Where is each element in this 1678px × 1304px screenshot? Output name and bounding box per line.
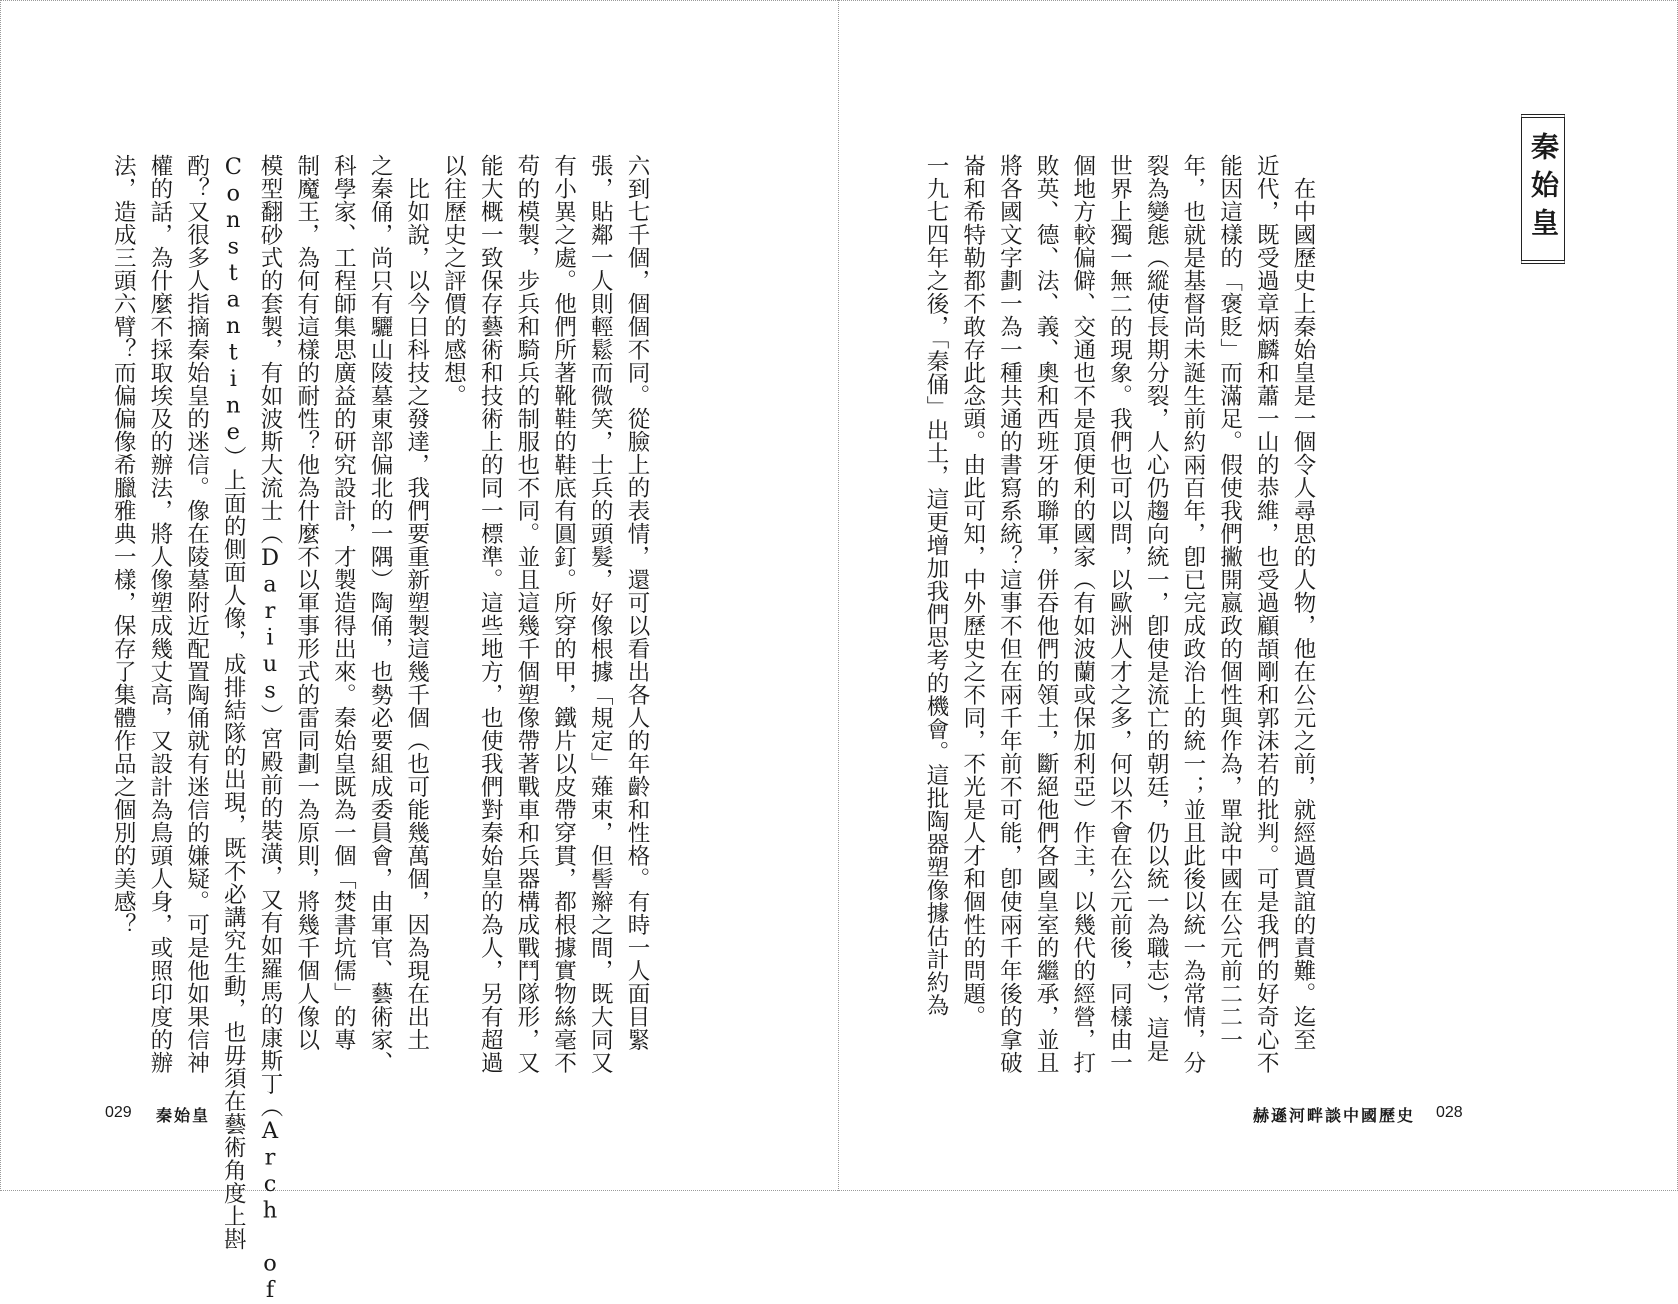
left-text-column: 權的話，為什麼不採取埃及的辦法，將人像塑成幾丈高，又設計為鳥頭人身，或照印度的辦: [146, 154, 173, 1074]
left-running-head: 秦始皇: [156, 1106, 211, 1125]
left-text-column: 六到七千個，個個不同。從臉上的表情，還可以看出各人的年齡和性格。有時一人面目緊: [624, 154, 650, 1051]
left-text-column: 有小異之處。他們所著靴鞋的鞋底有圓釘。所穿的甲，鐵片以皮帶穿貫，都根據實物絲毫不: [550, 154, 577, 1074]
right-text-column: 世界上獨一無二的現象。我們也可以問，以歐洲人才之多，何以不會在公元前後，同樣由一: [1106, 154, 1133, 1074]
right-text-column: 近代，既受過章炳麟和蕭一山的恭維，也受過顧頡剛和郭沫若的批判。可是我們的好奇心不: [1253, 154, 1280, 1074]
left-text-column: 酌？又很多人指摘秦始皇的迷信。像在陵墓附近配置陶俑就有迷信的嫌疑。可是他如果信神: [183, 154, 210, 1074]
left-text-column: Constantine）上面的側面人像，成排結隊的出現，既不必講究生動，也毋須在藝術角度上斟: [220, 154, 247, 1251]
chapter-title-box: [1521, 114, 1565, 264]
right-text-column: 敗英、德、法、義、奧和西班牙的聯軍，併吞他們的領土，斷絕他們各國皇室的繼承，並且: [1033, 154, 1060, 1074]
left-text-column: 能大概一致保存藝術和技術上的同一標準。這些地方，也使我們對秦始皇的為人，另有超過: [477, 154, 504, 1074]
right-text-column: 崙和希特勒都不敢存此念頭。由此可知，中外歷史之不同，不光是人才和個性的問題。: [959, 154, 986, 1028]
left-text-column: 以往歷史之評價的感想。: [440, 154, 467, 407]
right-page-number: 028: [1436, 1104, 1463, 1121]
right-running-head: 赫遜河畔談中國歷史: [1253, 1106, 1416, 1125]
right-text-column: 一九七四年之後，「秦俑」出土，這更增加我們思考的機會。這批陶器塑像據估計約為: [923, 154, 949, 1017]
left-text-column: 模型翻砂式的套製，有如波斯大流士（Darius）宮殿前的裝潢，又有如羅馬的康斯丁（Arch of: [257, 154, 283, 1304]
left-text-column: 張，貼鄰一人則輕鬆而微笑，士兵的頭髮，好像根據「規定」薙束，但髻辮之間，既大同又: [587, 154, 614, 1074]
chapter-title: 秦始皇: [1527, 132, 1560, 246]
left-page-number: 029: [105, 1104, 132, 1121]
right-text-column: 裂為變態（縱使長期分裂，人心仍趨向統一，卽使是流亡的朝廷，仍以統一為職志），這是: [1143, 154, 1170, 1063]
left-text-column: 比如說，以今日科技之發達，我們要重新塑製這幾千個（也可能幾萬個，因為現在出土: [403, 154, 430, 1051]
page-gutter: [838, 0, 839, 1191]
left-text-column: 科學家、工程師集思廣益的研究設計，才製造得出來。秦始皇既為一個「焚書坑儒」的專: [330, 154, 357, 1051]
left-text-column: 制魔王，為何有這樣的耐性？他為什麼不以軍事形式的雷同劃一為原則，將幾千個人像以: [293, 154, 320, 1051]
right-text-column: 年，也就是基督尚未誕生前約兩百年，卽已完成政治上的統一；並且此後以統一為常情，分: [1179, 154, 1206, 1074]
right-text-column: 將各國文字劃一為一種共通的書寫系統？這事不但在兩千年前不可能，卽使兩千年後的拿破: [996, 154, 1023, 1074]
left-text-column: 法，造成三頭六臂？而偏偏像希臘雅典一樣，保存了集體作品之個別的美感？: [110, 154, 137, 936]
left-text-column: 苟的模製，步兵和騎兵的制服也不同。並且這幾千個塑像帶著戰車和兵器構成戰鬥隊形，又: [513, 154, 540, 1074]
left-text-column: 之秦俑，尚只有驪山陵墓東部偏北的一隅）陶俑，也勢必要組成委員會，由軍官、藝術家、: [367, 154, 394, 1074]
right-text-column: 在中國歷史上秦始皇是一個令人尋思的人物，他在公元之前，就經過賈誼的責難。迄至: [1290, 154, 1316, 1051]
right-text-column: 能因這樣的「褒貶」而滿足。假使我們撇開嬴政的個性與作為，單說中國在公元前二二一: [1216, 154, 1243, 1051]
right-text-column: 個地方較偏僻、交通也不是頂便利的國家（有如波蘭或保加利亞）作主，以幾代的經營，打: [1069, 154, 1096, 1074]
